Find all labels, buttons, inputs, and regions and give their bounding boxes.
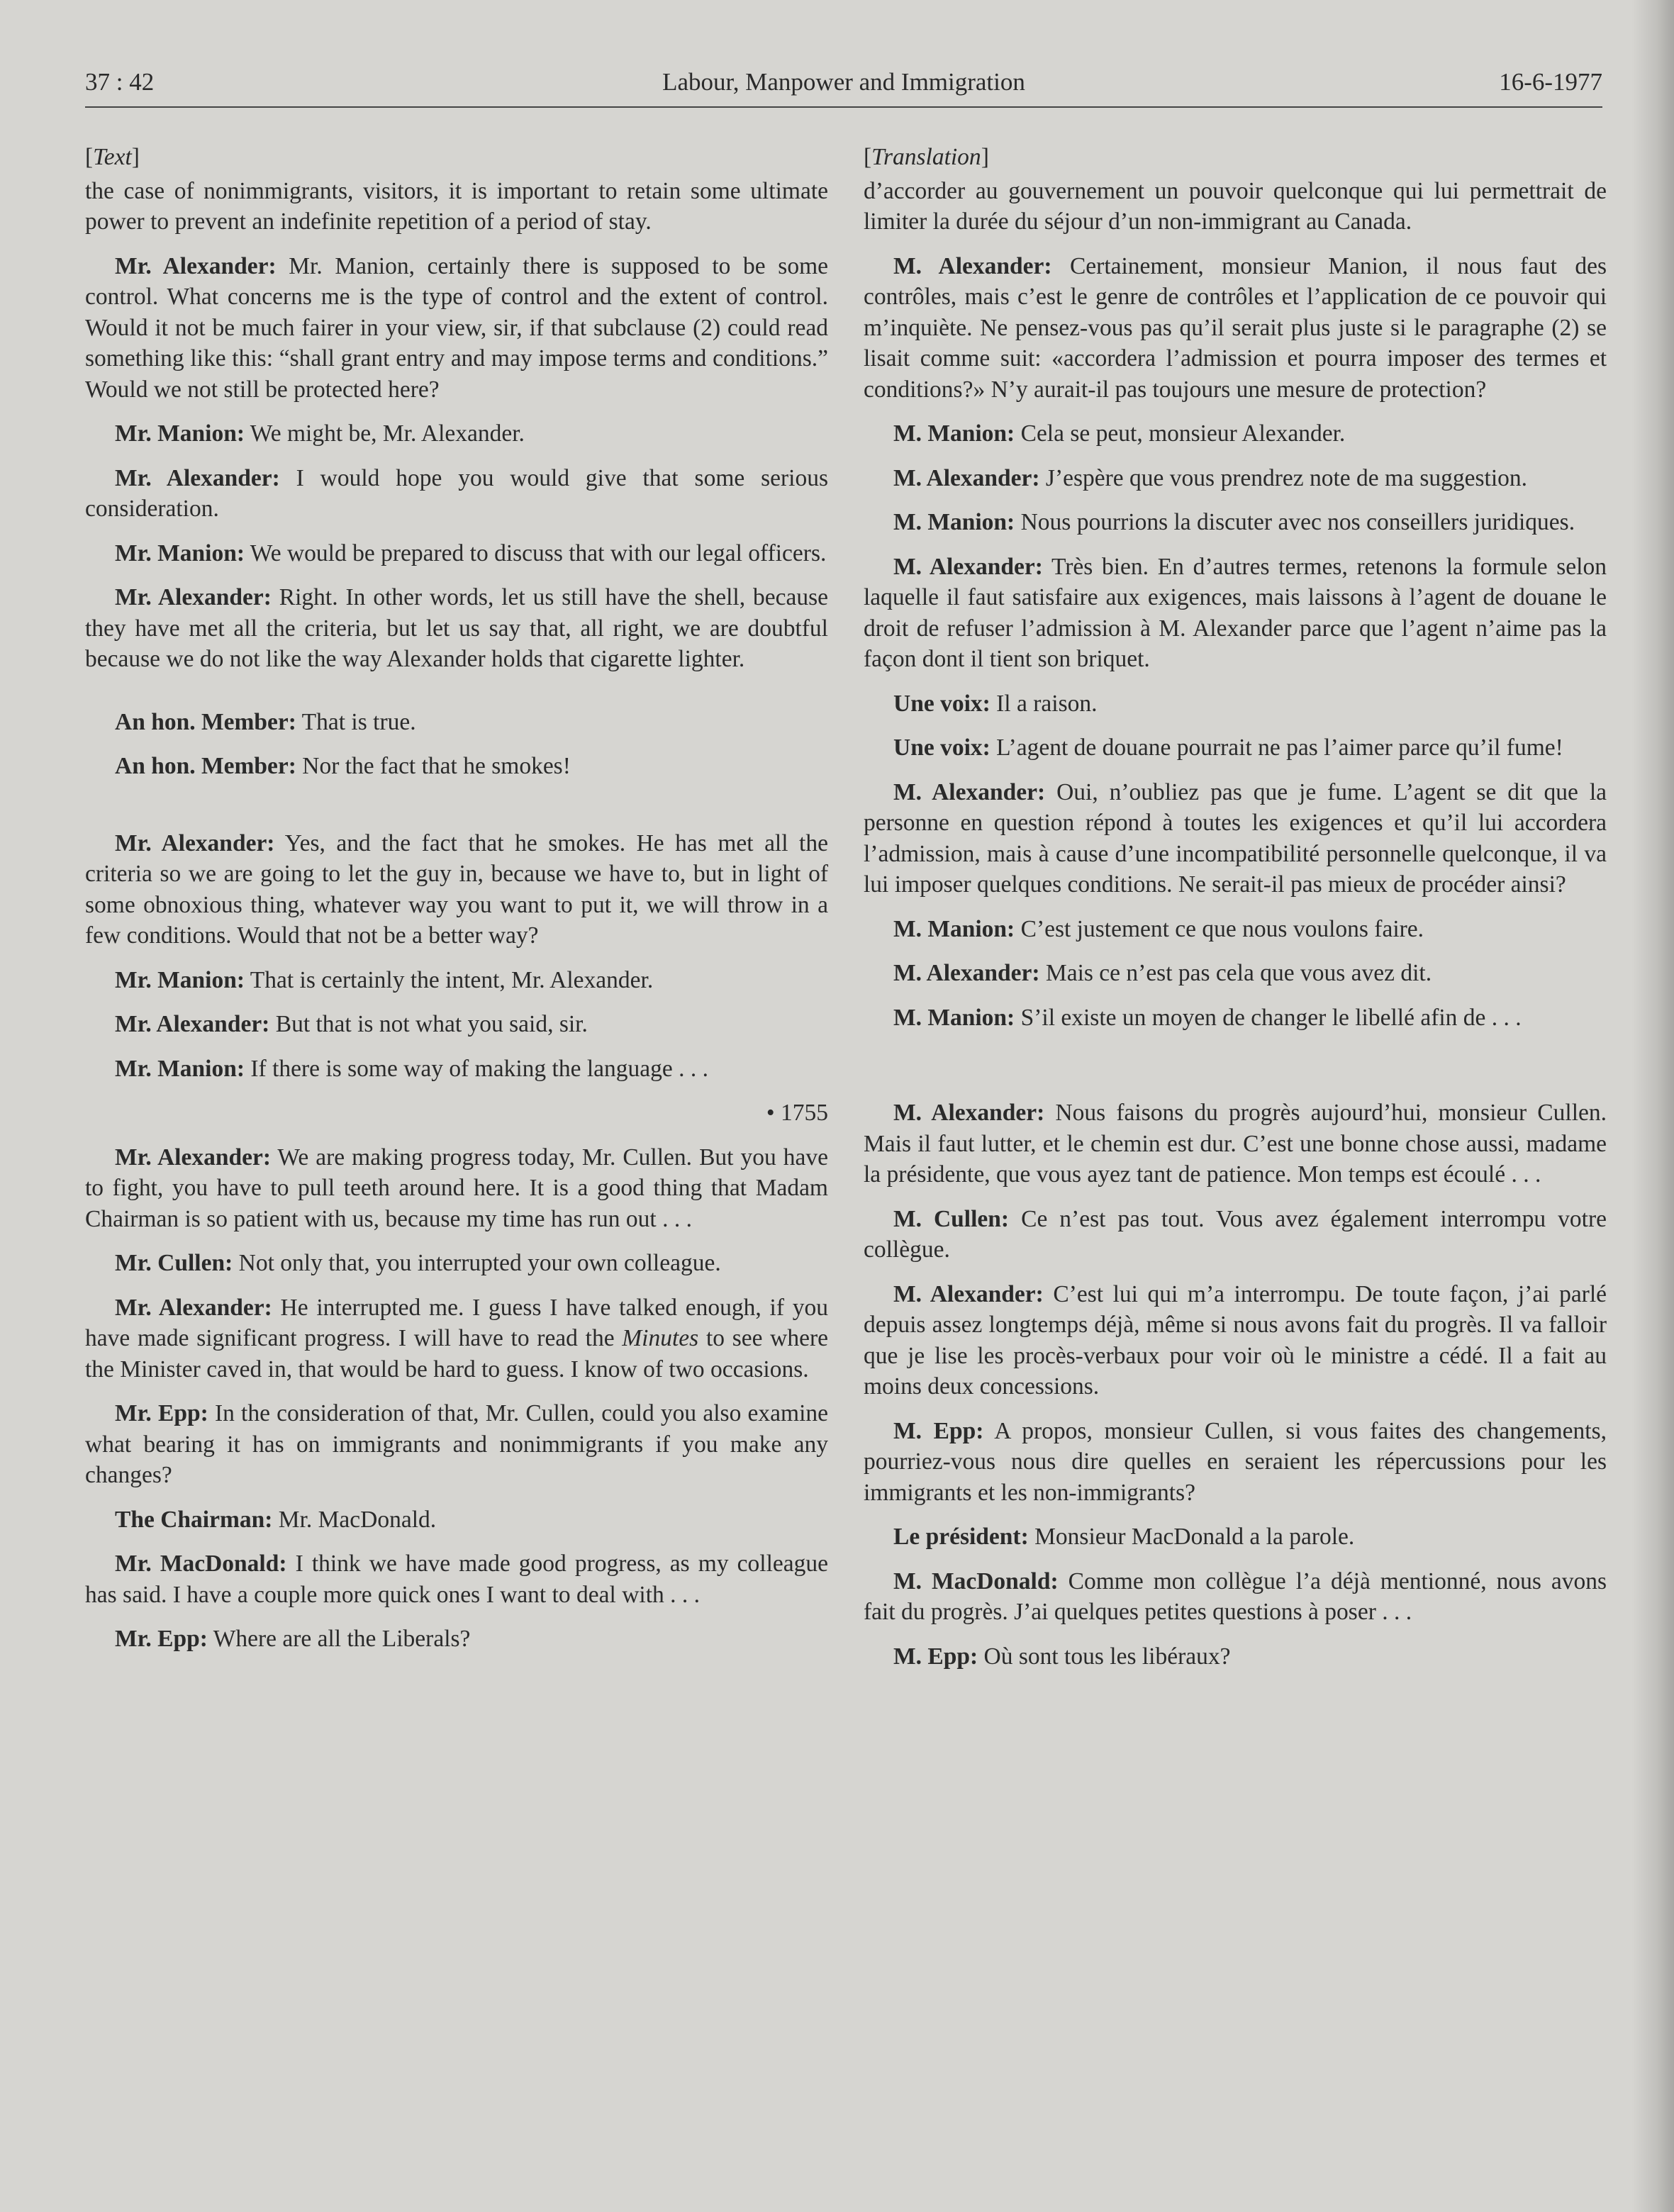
speaker: Mr. Alexander:	[115, 464, 280, 491]
speaker: M. MacDonald:	[893, 1568, 1059, 1594]
header-rule	[85, 106, 1602, 108]
speech: Mr. Manion: We would be prepared to discuss that with our legal officers.	[115, 540, 827, 566]
speaker: M. Alexander:	[893, 464, 1040, 491]
speaker: Mr. Manion:	[115, 420, 245, 447]
speech: M. Epp: Où sont tous les libéraux?	[893, 1643, 1231, 1670]
speech: M. Alexander: J’espère que vous prendrez note de ma suggestion.	[893, 464, 1528, 491]
paragraph: d’accorder au gouvernement un pouvoir quelconque qui lui permettrait de limiter la durée du séjour d’un non-immigrant au Canada.	[864, 177, 1607, 235]
speaker: M. Alexander:	[893, 1100, 1045, 1126]
speaker: Mr. Epp:	[115, 1400, 208, 1426]
speaker: Mr. MacDonald:	[115, 1551, 287, 1577]
speech: Mr. Manion: If there is some way of making the language . . .	[115, 1055, 709, 1082]
speaker: M. Manion:	[893, 915, 1015, 942]
speaker: Mr. Alexander:	[115, 830, 275, 856]
page-number: 37 : 42	[85, 68, 155, 96]
speech: Mr. Manion: That is certainly the intent, Mr. Alexander.	[115, 966, 654, 993]
speaker: Mr. Alexander:	[115, 1011, 270, 1037]
time-marker: • 1755	[766, 1100, 828, 1126]
speaker: An hon. Member:	[115, 708, 296, 735]
speaker: Le président:	[893, 1524, 1029, 1550]
speaker: Mr. Cullen:	[115, 1250, 233, 1276]
speaker: M. Alexander:	[893, 252, 1052, 279]
column-heading-text: [Text]	[85, 144, 140, 170]
speaker: M. Epp:	[893, 1643, 978, 1670]
speaker: Mr. Manion:	[115, 1055, 245, 1082]
header-date: 16-6-1977	[1499, 68, 1602, 96]
speaker: An hon. Member:	[115, 753, 296, 779]
speech: Une voix: L’agent de douane pourrait ne pas l’aimer parce qu’il fume!	[893, 734, 1563, 761]
english-column	[85, 142, 828, 1668]
speaker: M. Alexander:	[893, 778, 1046, 805]
speech: Mr. Epp: In the consideration of that, Mr. Cullen, could you also examine what bearing it has on immigrants and nonimmigrants if you make any changes?	[85, 1400, 828, 1488]
speech: Mr. Alexander: Yes, and the fact that he smokes. He has met all the criteria so we are going to let the guy in, because we have to, but in light of some obnoxious thing, whatever way you want to put it, we will throw in a few conditions. Would that not be a better way?	[85, 830, 828, 949]
speaker: M. Alexander:	[893, 553, 1043, 580]
speech: M. MacDonald: Comme mon collègue l’a déjà mentionné, nous avons fait du progrès. J’ai quelques petites questions à poser . . .	[864, 1568, 1607, 1625]
speech: The Chairman: Mr. MacDonald.	[115, 1506, 437, 1533]
speech: Mr. Alexander: But that is not what you said, sir.	[115, 1011, 588, 1037]
speaker: Mr. Manion:	[115, 966, 245, 993]
speech: M. Manion: S’il existe un moyen de changer le libellé afin de . . .	[893, 1004, 1522, 1031]
speech: Mr. Manion: We might be, Mr. Alexander.	[115, 420, 525, 447]
speech: M. Epp: A propos, monsieur Cullen, si vous faites des changements, pourriez-vous nous dire quelles en seraient les répercussions pour les immigrants et les non-immigrants?	[864, 1417, 1607, 1506]
speaker: M. Alexander:	[893, 1280, 1044, 1307]
column-heading-translation: [Translation]	[864, 144, 989, 170]
speech: M. Alexander: Très bien. En d’autres termes, retenons la formule selon laquelle il faut satisfaire aux exigences, mais laissons à l’agent de douane le droit de refuser l’admission à M. Alexander parce que l’agent n’aime pas la façon dont il tient son briquet.	[864, 553, 1607, 672]
speech: M. Manion: Nous pourrions la discuter avec nos conseillers juridiques.	[893, 509, 1575, 535]
speech: Mr. Alexander: I would hope you would give that some serious consideration.	[85, 464, 829, 522]
page-header	[85, 68, 1602, 105]
speaker: Mr. Alexander:	[115, 1294, 272, 1321]
paragraph: the case of nonimmigrants, visitors, it is important to retain some ultimate power to prevent an indefinite repetition of a period of stay.	[85, 177, 828, 235]
speech: M. Alexander: Nous faisons du progrès aujourd’hui, monsieur Cullen. Mais il faut lutter, et le chemin est dur. C’est une bonne chose aussi, madame la présidente, que vous ayez tant de patience. Mon temps est écoulé . . .	[864, 1100, 1607, 1188]
speaker: M. Cullen:	[893, 1205, 1010, 1232]
speech: Mr. Alexander: Mr. Manion, certainly there is supposed to be some control. What concerns me is the type of control and the extent of control. Would it not be much fairer in your view, sir, if that subclause (2) could read something like this: “shall grant entry and may impose terms and conditions.” Would we not still be protected here?	[85, 252, 828, 403]
speaker: Mr. Manion:	[115, 540, 245, 566]
speech: Mr. Alexander: We are making progress today, Mr. Cullen. But you have to fight, you have to pull teeth around here. It is a good thing that Madam Chairman is so patient with us, because my time has run out . . .	[85, 1144, 829, 1232]
speech: An hon. Member: Nor the fact that he smokes!	[115, 753, 571, 779]
speech: M. Alexander: Oui, n’oubliez pas que je fume. L’agent se dit que la personne en question répond à toutes les exigences et qu’il lui accordera l’admission, mais à cause d’une incompatibilité personnelle quelconque, il va lui imposer quelques conditions. Ne serait-il pas mieux de procéder ainsi?	[864, 778, 1607, 898]
speech: An hon. Member: That is true.	[115, 708, 416, 735]
page-edge-shadow	[1631, 0, 1674, 2212]
speaker: Une voix:	[893, 690, 991, 717]
speech: M. Manion: Cela se peut, monsieur Alexander.	[893, 420, 1346, 447]
minutes-reference: Minutes	[622, 1325, 699, 1351]
speaker: M. Manion:	[893, 420, 1015, 447]
speaker: Mr. Alexander:	[115, 1144, 271, 1171]
french-column	[864, 142, 1607, 1685]
speech: M. Alexander: C’est lui qui m’a interrompu. De toute façon, j’ai parlé depuis assez longtemps déjà, même si nous avons fait du progrès. Il va falloir que je lise les procès-verbaux pour voir où le ministre a cédé. Il a fait au moins deux concessions.	[864, 1280, 1607, 1400]
speech: M. Manion: C’est justement ce que nous voulons faire.	[893, 915, 1424, 942]
speech: M. Cullen: Ce n’est pas tout. Vous avez également interrompu votre collègue.	[864, 1205, 1607, 1263]
speaker: M. Epp:	[893, 1417, 984, 1444]
speaker: Une voix:	[893, 734, 991, 761]
speaker: Mr. Epp:	[115, 1626, 208, 1652]
speaker: M. Manion:	[893, 509, 1015, 535]
speaker: M. Alexander:	[893, 960, 1040, 986]
speech: Mr. Epp: Where are all the Liberals?	[115, 1626, 471, 1652]
speaker: Mr. Alexander:	[115, 252, 277, 279]
speaker: M. Manion:	[893, 1004, 1015, 1031]
speaker: The Chairman:	[115, 1506, 273, 1533]
speech: Mr. Cullen: Not only that, you interrupted your own colleague.	[115, 1250, 721, 1276]
speech: Mr. MacDonald: I think we have made good progress, as my colleague has said. I have a couple more quick ones I want to deal with . . .	[85, 1551, 828, 1608]
speech: Mr. Alexander: He interrupted me. I guess I have talked enough, if you have made significant progress. I will have to read the Minutes to see where the Minister caved in, that would be hard to guess. I know of two occasions.	[85, 1294, 829, 1382]
speech: M. Alexander: Certainement, monsieur Manion, il nous faut des contrôles, mais c’est le genre de contrôles et l’application de ce pouvoir qui m’inquiète. Ne pensez-vous pas qu’il serait plus juste si le paragraphe (2) se lisait comme suit: «accordera l’admission et pourra imposer des termes et conditions?» N’y aurait-il pas toujours une mesure de protection?	[864, 252, 1607, 403]
speaker: Mr. Alexander:	[115, 584, 272, 610]
speech: M. Alexander: Mais ce n’est pas cela que vous avez dit.	[893, 960, 1432, 986]
speech: Mr. Alexander: Right. In other words, let us still have the shell, because they have met all the criteria, but let us say that, all right, we are doubtful because we do not like the way Alexander holds that cigarette lighter.	[85, 584, 828, 672]
speech: Une voix: Il a raison.	[893, 690, 1098, 717]
speech: Le président: Monsieur MacDonald a la parole.	[893, 1524, 1355, 1550]
running-title: Labour, Manpower and Immigration	[662, 68, 1025, 96]
